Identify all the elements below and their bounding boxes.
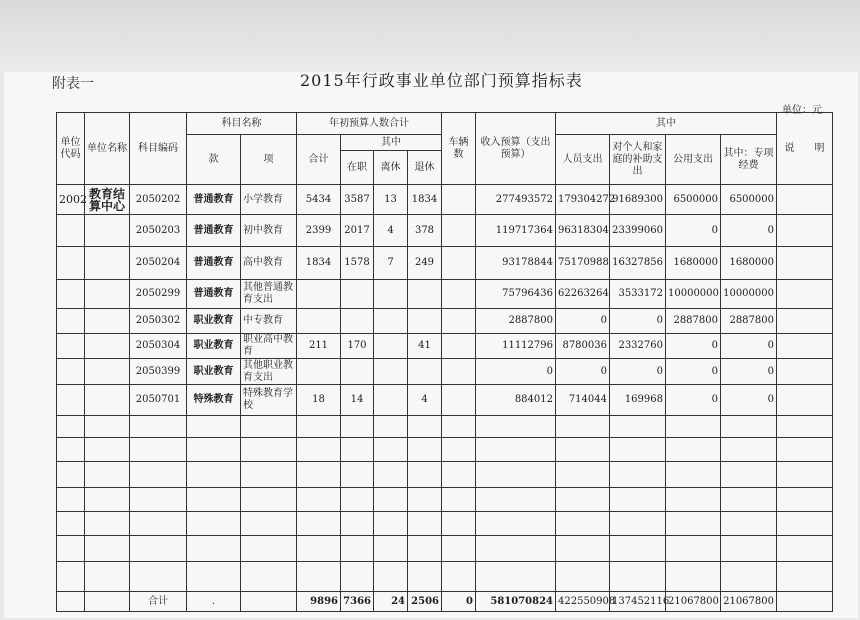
personnel-cell: 0: [556, 359, 610, 385]
unit-name-cell: [85, 359, 130, 385]
heji-cell: 18: [297, 385, 341, 416]
empty-cell: [57, 462, 85, 488]
col-special: 其中：专项经费: [721, 135, 777, 185]
unit-name-cell: [85, 280, 130, 309]
kuan-cell: 职业教育: [187, 359, 241, 385]
income-cell: 0: [476, 359, 556, 385]
personnel-cell: 8780036: [556, 334, 610, 359]
lixiu-cell: 7: [374, 247, 408, 280]
empty-cell: [476, 462, 556, 488]
kuan-cell: 普通教育: [187, 185, 241, 215]
xiang-cell: 中专教育: [241, 309, 297, 334]
empty-cell: [666, 438, 721, 462]
empty-cell: [374, 462, 408, 488]
table-row: [57, 185, 833, 215]
col-heji: 合计: [297, 135, 341, 185]
col-lixiu: 离休: [374, 151, 408, 185]
empty-cell: [341, 488, 374, 512]
income-cell: 11112796: [476, 334, 556, 359]
table-row: [57, 247, 833, 280]
income-cell: 93178844: [476, 247, 556, 280]
tuixiu-cell: 378: [408, 215, 442, 247]
public-cell: 10000000: [666, 280, 721, 309]
unit-name-cell: 教育结算中心: [85, 185, 130, 215]
empty-cell: [341, 438, 374, 462]
unit-name-cell: [85, 309, 130, 334]
empty-cell: [610, 512, 666, 536]
heji-cell: [297, 280, 341, 309]
empty-cell: [721, 536, 777, 562]
subject-code-cell: 2050304: [130, 334, 187, 359]
lixiu-cell: [374, 385, 408, 416]
col-kuan: 款: [187, 135, 241, 185]
page-title: 2015年行政事业单位部门预算指标表: [300, 71, 583, 90]
lixiu-cell: [374, 280, 408, 309]
empty-cell: [408, 416, 442, 438]
previous-page-bleed: [0, 0, 860, 70]
subject-code-cell: 2050299: [130, 280, 187, 309]
empty-cell: [556, 536, 610, 562]
col-zaizhi: 在职: [341, 151, 374, 185]
income-cell: 75796436: [476, 280, 556, 309]
total-zaizhi: 7366: [341, 592, 374, 612]
empty-cell: [85, 562, 130, 592]
subject-code-cell: 2050203: [130, 215, 187, 247]
unit-code-cell: [57, 280, 85, 309]
empty-cell: [341, 536, 374, 562]
table-row: [57, 359, 833, 385]
empty-cell: [85, 488, 130, 512]
kuan-cell: 普通教育: [187, 247, 241, 280]
xiang-cell: [241, 592, 297, 612]
unit-name-cell: [85, 215, 130, 247]
attachment-label: 附表一: [52, 76, 94, 92]
empty-cell: [187, 536, 241, 562]
personnel-cell: 179304272: [556, 185, 610, 215]
empty-cell: [297, 562, 341, 592]
empty-cell: [408, 536, 442, 562]
notes-cell: [777, 359, 833, 385]
empty-row: [57, 488, 833, 512]
special-cell: 10000000: [721, 280, 777, 309]
notes-cell: [777, 385, 833, 416]
unit-code-cell: [57, 359, 85, 385]
empty-cell: [187, 488, 241, 512]
empty-cell: [297, 512, 341, 536]
total-lixiu: 24: [374, 592, 408, 612]
empty-cell: [85, 536, 130, 562]
special-cell: 2887800: [721, 309, 777, 334]
tuixiu-cell: 4: [408, 385, 442, 416]
notes-cell: [777, 334, 833, 359]
empty-cell: [297, 462, 341, 488]
cars-cell: [442, 215, 476, 247]
tuixiu-cell: [408, 280, 442, 309]
empty-cell: [341, 512, 374, 536]
total-heji: 9896: [297, 592, 341, 612]
public-cell: 0: [666, 334, 721, 359]
public-cell: 0: [666, 385, 721, 416]
empty-cell: [777, 462, 833, 488]
empty-cell: [442, 562, 476, 592]
total-personnel: 422550908: [556, 592, 610, 612]
empty-cell: [476, 416, 556, 438]
empty-cell: [341, 462, 374, 488]
empty-cell: [187, 462, 241, 488]
tuixiu-cell: 41: [408, 334, 442, 359]
total-label: 合计: [130, 592, 187, 612]
empty-cell: [721, 488, 777, 512]
personnel-cell: 714044: [556, 385, 610, 416]
empty-cell: [442, 438, 476, 462]
total-special: 21067800: [721, 592, 777, 612]
empty-cell: [57, 512, 85, 536]
col-unit-code: 单位代码: [57, 113, 85, 185]
empty-cell: [57, 438, 85, 462]
empty-cell: [374, 562, 408, 592]
table-row: [57, 334, 833, 359]
empty-cell: [297, 488, 341, 512]
empty-cell: [777, 536, 833, 562]
empty-cell: [610, 536, 666, 562]
empty-cell: [374, 536, 408, 562]
public-cell: 6500000: [666, 185, 721, 215]
empty-cell: [442, 416, 476, 438]
empty-cell: [57, 416, 85, 438]
empty-cell: [408, 488, 442, 512]
notes-cell: [777, 185, 833, 215]
subject-code-cell: 2050202: [130, 185, 187, 215]
empty-row: [57, 536, 833, 562]
tuixiu-cell: [408, 309, 442, 334]
col-staff-total: 年初预算人数合计: [297, 113, 442, 135]
empty-cell: [666, 488, 721, 512]
total-dot: .: [187, 592, 241, 612]
unit-code-cell: [57, 247, 85, 280]
empty-cell: [341, 416, 374, 438]
heji-cell: 5434: [297, 185, 341, 215]
xiang-cell: 其他职业教育支出: [241, 359, 297, 385]
zaizhi-cell: 170: [341, 334, 374, 359]
empty-cell: [187, 512, 241, 536]
table-row: [57, 215, 833, 247]
lixiu-cell: 4: [374, 215, 408, 247]
total-subsidy: 137452116: [610, 592, 666, 612]
special-cell: 1680000: [721, 247, 777, 280]
empty-cell: [297, 416, 341, 438]
empty-cell: [666, 512, 721, 536]
subsidy-cell: 169968: [610, 385, 666, 416]
special-cell: 0: [721, 385, 777, 416]
cars-cell: [442, 280, 476, 309]
empty-cell: [130, 438, 187, 462]
heji-cell: 1834: [297, 247, 341, 280]
xiang-cell: 小学教育: [241, 185, 297, 215]
xiang-cell: 其他普通教育支出: [241, 280, 297, 309]
subject-code-cell: 2050302: [130, 309, 187, 334]
empty-cell: [777, 416, 833, 438]
unit-code-cell: [57, 385, 85, 416]
subsidy-cell: 2332760: [610, 334, 666, 359]
empty-cell: [241, 512, 297, 536]
public-cell: 0: [666, 215, 721, 247]
empty-cell: [130, 462, 187, 488]
empty-cell: [187, 416, 241, 438]
total-cars: 0: [442, 592, 476, 612]
lixiu-cell: [374, 334, 408, 359]
empty-cell: [777, 562, 833, 592]
empty-cell: [85, 438, 130, 462]
xiang-cell: 特殊教育学校: [241, 385, 297, 416]
tuixiu-cell: [408, 359, 442, 385]
empty-cell: [610, 462, 666, 488]
subsidy-cell: 0: [610, 359, 666, 385]
cars-cell: [442, 247, 476, 280]
empty-cell: [666, 416, 721, 438]
kuan-cell: 职业教育: [187, 309, 241, 334]
table-row: [57, 385, 833, 416]
empty-cell: [57, 536, 85, 562]
col-subsidy: 对个人和家庭的补助支出: [610, 135, 666, 185]
empty-cell: [610, 438, 666, 462]
empty-cell: [130, 416, 187, 438]
empty-cell: [476, 536, 556, 562]
empty-cell: [130, 562, 187, 592]
col-public: 公用支出: [666, 135, 721, 185]
empty-cell: [187, 562, 241, 592]
header-row-1: [57, 113, 833, 135]
income-cell: 884012: [476, 385, 556, 416]
total-public: 21067800: [666, 592, 721, 612]
cars-cell: [442, 385, 476, 416]
empty-cell: [556, 438, 610, 462]
col-cars: 车辆数: [442, 113, 476, 185]
unit-name-cell: [85, 247, 130, 280]
empty-cell: [666, 536, 721, 562]
empty-cell: [476, 438, 556, 462]
personnel-cell: 75170988: [556, 247, 610, 280]
col-subject-code: 科目编码: [130, 113, 187, 185]
unit-name-cell: [85, 592, 130, 612]
empty-cell: [57, 562, 85, 592]
zaizhi-cell: 3587: [341, 185, 374, 215]
public-cell: 1680000: [666, 247, 721, 280]
zaizhi-cell: 14: [341, 385, 374, 416]
empty-cell: [408, 438, 442, 462]
special-cell: 0: [721, 334, 777, 359]
personnel-cell: 62263264: [556, 280, 610, 309]
empty-row: [57, 438, 833, 462]
empty-cell: [721, 416, 777, 438]
empty-cell: [130, 536, 187, 562]
unit-code-cell: [57, 309, 85, 334]
empty-cell: [721, 512, 777, 536]
special-cell: 0: [721, 359, 777, 385]
col-subject-name: 科目名称: [187, 113, 297, 135]
public-cell: 2887800: [666, 309, 721, 334]
empty-cell: [408, 562, 442, 592]
unit-name-cell: [85, 385, 130, 416]
notes-cell: [777, 247, 833, 280]
empty-cell: [777, 488, 833, 512]
empty-cell: [556, 416, 610, 438]
heji-cell: [297, 359, 341, 385]
empty-cell: [130, 512, 187, 536]
special-cell: 0: [721, 215, 777, 247]
empty-row: [57, 462, 833, 488]
empty-cell: [721, 562, 777, 592]
empty-cell: [476, 562, 556, 592]
heji-cell: [297, 309, 341, 334]
empty-cell: [85, 462, 130, 488]
unit-code-cell: [57, 592, 85, 612]
empty-row: [57, 512, 833, 536]
empty-cell: [374, 488, 408, 512]
subsidy-cell: 23399060: [610, 215, 666, 247]
empty-cell: [610, 488, 666, 512]
empty-cell: [57, 488, 85, 512]
lixiu-cell: [374, 359, 408, 385]
personnel-cell: 0: [556, 309, 610, 334]
col-staff-qizhong: 其中: [341, 135, 442, 151]
empty-cell: [85, 416, 130, 438]
col-qizhong: 其中: [556, 113, 777, 135]
zaizhi-cell: 1578: [341, 247, 374, 280]
empty-cell: [666, 462, 721, 488]
cars-cell: [442, 359, 476, 385]
notes-cell: [777, 592, 833, 612]
empty-cell: [341, 562, 374, 592]
empty-cell: [610, 562, 666, 592]
subsidy-cell: 0: [610, 309, 666, 334]
cars-cell: [442, 185, 476, 215]
unit-code-cell: 2002: [57, 185, 85, 215]
total-row: [57, 592, 833, 612]
unit-note: 单位：元: [782, 105, 822, 116]
empty-cell: [610, 416, 666, 438]
budget-table: [56, 112, 833, 612]
empty-cell: [666, 562, 721, 592]
empty-cell: [408, 462, 442, 488]
zaizhi-cell: [341, 309, 374, 334]
empty-cell: [241, 562, 297, 592]
empty-cell: [442, 536, 476, 562]
empty-cell: [476, 512, 556, 536]
income-cell: 2887800: [476, 309, 556, 334]
subject-code-cell: 2050204: [130, 247, 187, 280]
lixiu-cell: [374, 309, 408, 334]
special-cell: 6500000: [721, 185, 777, 215]
empty-cell: [297, 438, 341, 462]
empty-cell: [374, 512, 408, 536]
subject-code-cell: 2050701: [130, 385, 187, 416]
empty-cell: [556, 462, 610, 488]
empty-cell: [777, 512, 833, 536]
col-notes: 说 明: [777, 113, 833, 185]
kuan-cell: 普通教育: [187, 280, 241, 309]
cars-cell: [442, 334, 476, 359]
personnel-cell: 96318304: [556, 215, 610, 247]
xiang-cell: 初中教育: [241, 215, 297, 247]
col-tuixiu: 退休: [408, 151, 442, 185]
public-cell: 0: [666, 359, 721, 385]
unit-code-cell: [57, 215, 85, 247]
empty-cell: [85, 512, 130, 536]
empty-cell: [297, 536, 341, 562]
empty-cell: [374, 416, 408, 438]
empty-cell: [556, 512, 610, 536]
zaizhi-cell: [341, 359, 374, 385]
xiang-cell: 高中教育: [241, 247, 297, 280]
empty-cell: [556, 562, 610, 592]
col-income: 收入预算（支出预算）: [476, 113, 556, 185]
notes-cell: [777, 215, 833, 247]
empty-cell: [374, 438, 408, 462]
empty-cell: [187, 438, 241, 462]
subject-code-cell: 2050399: [130, 359, 187, 385]
empty-cell: [241, 438, 297, 462]
empty-row: [57, 416, 833, 438]
empty-cell: [130, 488, 187, 512]
subsidy-cell: 91689300: [610, 185, 666, 215]
cars-cell: [442, 309, 476, 334]
table-row: [57, 309, 833, 334]
zaizhi-cell: [341, 280, 374, 309]
empty-cell: [442, 462, 476, 488]
unit-code-cell: [57, 334, 85, 359]
tuixiu-cell: 1834: [408, 185, 442, 215]
col-unit-name: 单位名称: [85, 113, 130, 185]
col-personnel: 人员支出: [556, 135, 610, 185]
subsidy-cell: 3533172: [610, 280, 666, 309]
zaizhi-cell: 2017: [341, 215, 374, 247]
table-row: [57, 280, 833, 309]
empty-row: [57, 562, 833, 592]
heji-cell: 2399: [297, 215, 341, 247]
lixiu-cell: 13: [374, 185, 408, 215]
empty-cell: [556, 488, 610, 512]
empty-cell: [721, 438, 777, 462]
empty-cell: [241, 536, 297, 562]
empty-cell: [241, 488, 297, 512]
empty-cell: [241, 462, 297, 488]
income-cell: 119717364: [476, 215, 556, 247]
total-tuixiu: 2506: [408, 592, 442, 612]
empty-cell: [721, 462, 777, 488]
subsidy-cell: 16327856: [610, 247, 666, 280]
empty-cell: [241, 416, 297, 438]
col-xiang: 项: [241, 135, 297, 185]
tuixiu-cell: 249: [408, 247, 442, 280]
empty-cell: [442, 488, 476, 512]
kuan-cell: 职业教育: [187, 334, 241, 359]
heji-cell: 211: [297, 334, 341, 359]
empty-cell: [777, 438, 833, 462]
income-cell: 277493572: [476, 185, 556, 215]
kuan-cell: 特殊教育: [187, 385, 241, 416]
total-income: 581070824: [476, 592, 556, 612]
empty-cell: [476, 488, 556, 512]
empty-cell: [408, 512, 442, 536]
kuan-cell: 普通教育: [187, 215, 241, 247]
empty-cell: [442, 512, 476, 536]
notes-cell: [777, 309, 833, 334]
unit-name-cell: [85, 334, 130, 359]
notes-cell: [777, 280, 833, 309]
xiang-cell: 职业高中教育: [241, 334, 297, 359]
